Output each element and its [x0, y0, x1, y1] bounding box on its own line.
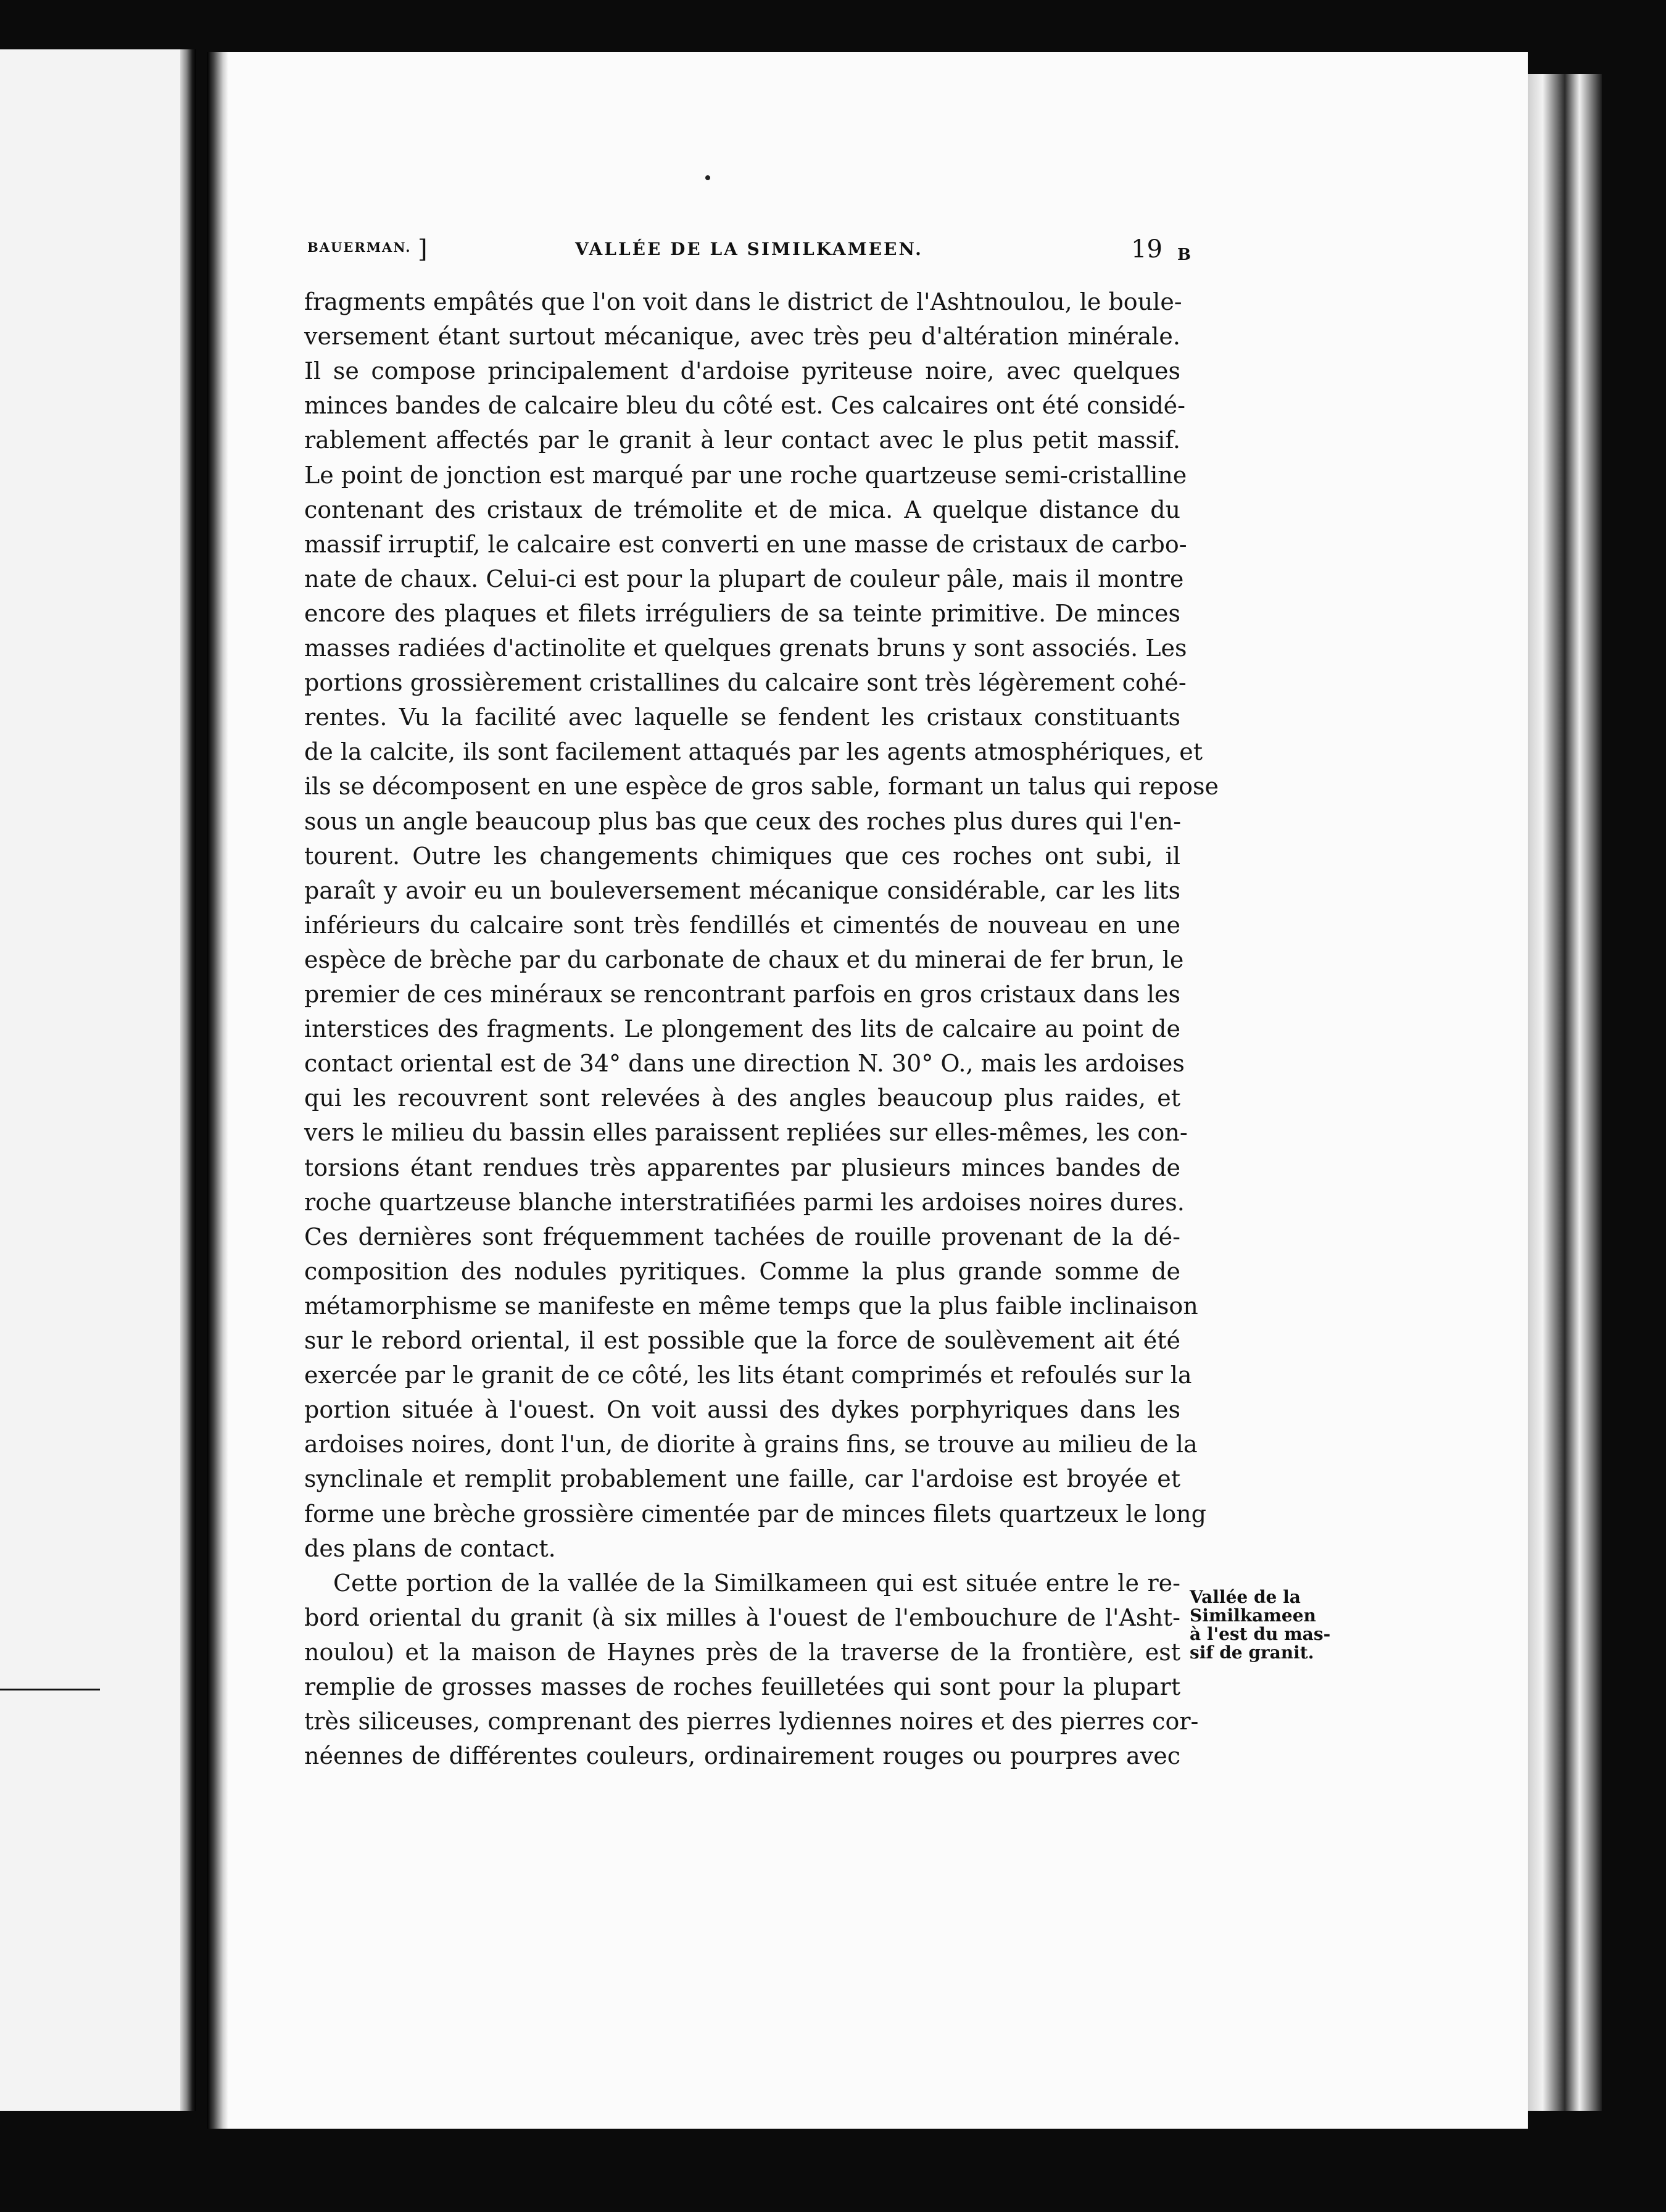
- body-line: masses radiées d'actinolite et quelques grenats bruns y sont associés. Les: [304, 634, 1187, 662]
- running-head-author: BAUERMAN.: [307, 239, 412, 255]
- body-line: ils se décomposent en une espèce de gros sable, formant un talus qui repose: [304, 773, 1219, 800]
- body-line: nate de chaux. Celui-ci est pour la plupart de couleur pâle, mais il montre: [304, 565, 1184, 592]
- body-line: Il se compose principalement d'ardoise pyriteuse noire, avec quelques: [304, 357, 1180, 385]
- facing-page: [0, 49, 196, 2111]
- body-line: sous un angle beaucoup plus bas que ceux des roches plus dures qui l'en-: [304, 807, 1182, 835]
- body-line: rentes. Vu la facilité avec laquelle se fendent les cristaux constituants: [304, 704, 1180, 731]
- page-edges: [1528, 74, 1602, 2111]
- page-number: 19: [1131, 235, 1162, 264]
- margin-note-line: Similkameen: [1190, 1605, 1316, 1626]
- body-line: portions grossièrement cristallines du calcaire sont très légèrement cohé-: [304, 669, 1187, 697]
- body-line: bord oriental du granit (à six milles à l'ouest de l'embouchure de l'Asht-: [304, 1603, 1180, 1631]
- body-line: sur le rebord oriental, il est possible que la force de soulèvement ait été: [304, 1327, 1180, 1354]
- running-head-title: VALLÉE DE LA SIMILKAMEEN.: [575, 239, 923, 259]
- body-line: tourent. Outre les changements chimiques que ces roches ont subi, il: [304, 842, 1180, 870]
- margin-note-line: sif de granit.: [1190, 1642, 1314, 1663]
- body-line: espèce de brèche par du carbonate de chaux et du minerai de fer brun, le: [304, 946, 1184, 973]
- body-line: minces bandes de calcaire bleu du côté est. Ces calcaires ont été considé-: [304, 392, 1186, 420]
- body-line: ardoises noires, dont l'un, de diorite à grains fins, se trouve au milieu de la: [304, 1431, 1198, 1458]
- body-line: torsions étant rendues très apparentes par plusieurs minces bandes de: [304, 1154, 1180, 1181]
- body-line: composition des nodules pyritiques. Comme la plus grande somme de: [304, 1257, 1180, 1285]
- body-line: noulou) et la maison de Haynes près de la traverse de la frontière, est: [304, 1638, 1180, 1666]
- body-line: roche quartzeuse blanche interstratifiées parmi les ardoises noires dures.: [304, 1188, 1185, 1216]
- footnote-rule: [0, 1689, 100, 1690]
- body-line: massif irruptif, le calcaire est converti en une masse de cristaux de carbo-: [304, 530, 1187, 558]
- body-line: inférieurs du calcaire sont très fendillés et cimentés de nouveau en une: [304, 911, 1180, 939]
- body-line: versement étant surtout mécanique, avec très peu d'altération minérale.: [304, 323, 1180, 351]
- body-line: de la calcite, ils sont facilement attaqués par les agents atmosphériques, et: [304, 738, 1203, 766]
- body-line: Cette portion de la vallée de la Similkameen qui est située entre le re-: [333, 1569, 1180, 1597]
- margin-note-line: Vallée de la: [1190, 1587, 1301, 1607]
- body-line: métamorphisme se manifeste en même temps que la plus faible inclinaison: [304, 1292, 1198, 1320]
- book-gutter: [180, 49, 196, 2111]
- body-line: premier de ces minéraux se rencontrant parfois en gros cristaux dans les: [304, 981, 1180, 1008]
- body-line: rablement affectés par le granit à leur contact avec le plus petit massif.: [304, 426, 1180, 454]
- body-line: Ces dernières sont fréquemment tachées de rouille provenant de la dé-: [304, 1223, 1180, 1250]
- body-line: forme une brèche grossière cimentée par de minces filets quartzeux le long: [304, 1500, 1206, 1528]
- body-line: fragments empâtés que l'on voit dans le district de l'Ashtnoulou, le boule-: [304, 288, 1182, 315]
- body-line: néennes de différentes couleurs, ordinairement rouges ou pourpres avec: [304, 1742, 1180, 1770]
- margin-note-line: à l'est du mas-: [1190, 1624, 1331, 1644]
- body-line: contact oriental est de 34° dans une direction N. 30° O., mais les ardoises: [304, 1050, 1185, 1078]
- gutter-shadow: [207, 52, 228, 2129]
- body-line: exercée par le granit de ce côté, les lits étant comprimés et refoulés sur la: [304, 1362, 1192, 1389]
- body-line: contenant des cristaux de trémolite et de mica. A quelque distance du: [304, 496, 1180, 523]
- body-line: remplie de grosses masses de roches feuilletées qui sont pour la plupart: [304, 1673, 1180, 1700]
- body-line: qui les recouvrent sont relevées à des angles beaucoup plus raides, et: [304, 1084, 1180, 1112]
- body-line: Le point de jonction est marqué par une roche quartzeuse semi-cristalline: [304, 461, 1187, 489]
- running-head-bracket: ]: [418, 235, 428, 264]
- ink-speck: [705, 175, 710, 180]
- body-line: synclinale et remplit probablement une faille, car l'ardoise est broyée et: [304, 1465, 1180, 1493]
- body-line: très siliceuses, comprenant des pierres lydiennes noires et des pierres cor-: [304, 1708, 1199, 1736]
- body-line: vers le milieu du bassin elles paraissent repliées sur elles-mêmes, les con-: [304, 1119, 1188, 1147]
- body-line: interstices des fragments. Le plongement des lits de calcaire au point de: [304, 1015, 1180, 1043]
- body-line: paraît y avoir eu un bouleversement mécanique considérable, car les lits: [304, 876, 1180, 904]
- body-line: encore des plaques et filets irréguliers de sa teinte primitive. De minces: [304, 599, 1180, 627]
- body-line: portion située à l'ouest. On voit aussi des dykes porphyriques dans les: [304, 1396, 1180, 1424]
- body-line: des plans de contact.: [304, 1534, 556, 1562]
- page-number-suffix: B: [1177, 246, 1191, 264]
